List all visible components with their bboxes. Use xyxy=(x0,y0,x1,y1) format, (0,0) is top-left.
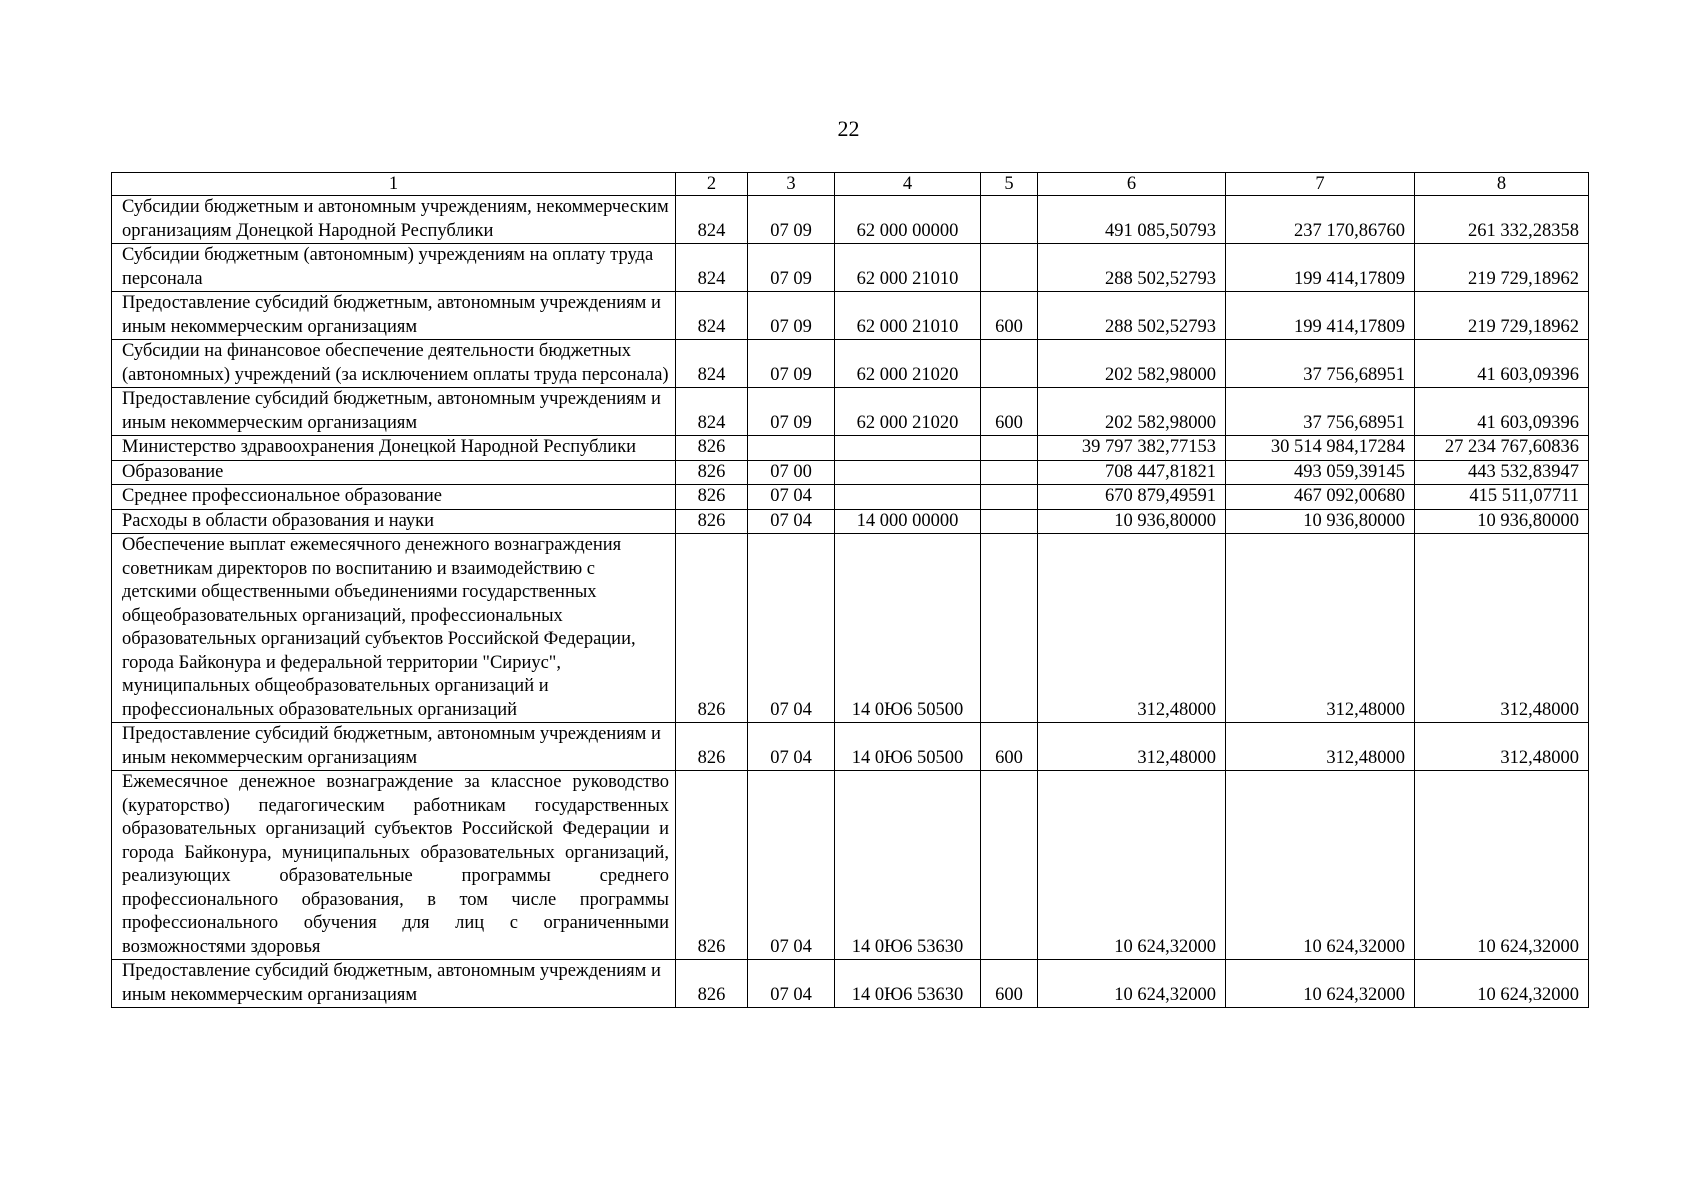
row-name: Ежемесячное денежное вознаграждение за классное руководство (кураторство) педагогическим работникам государственных образовательных организаций субъектов Российской Федерации и города Байконура, муниципальных образовательных организаций, реализующих образовательные программы среднего профессионального образования, в том числе программы профессионального обучения для лиц с ограниченными возможностями здоровья xyxy=(112,771,676,960)
column-header-7: 7 xyxy=(1226,173,1415,196)
row-value-6: 288 502,52793 xyxy=(1038,244,1226,292)
row-section: 07 04 xyxy=(748,723,835,771)
row-value-7: 10 936,80000 xyxy=(1226,509,1415,534)
row-name: Предоставление субсидий бюджетным, автономным учреждениям и иным некоммерческим организациям xyxy=(112,723,676,771)
row-code: 826 xyxy=(676,485,748,510)
row-value-8: 219 729,18962 xyxy=(1415,292,1589,340)
row-value-8: 415 511,07711 xyxy=(1415,485,1589,510)
row-name: Обеспечение выплат ежемесячного денежного вознаграждения советникам директоров по воспитанию и взаимодействию с детскими общественными объединениями государственных общеобразовательных организаций, профессиональных образовательных организаций субъектов Российской Федерации, города Байконура и федеральной территории "Сириус", муниципальных общеобразовательных организаций и профессиональных образовательных организаций xyxy=(112,534,676,723)
row-type xyxy=(981,460,1038,485)
row-code: 824 xyxy=(676,388,748,436)
row-value-6: 10 624,32000 xyxy=(1038,771,1226,960)
row-value-8: 312,48000 xyxy=(1415,723,1589,771)
row-value-8: 312,48000 xyxy=(1415,534,1589,723)
table-row xyxy=(112,244,1589,292)
row-value-8: 41 603,09396 xyxy=(1415,340,1589,388)
row-target: 62 000 21010 xyxy=(835,292,981,340)
row-type: 600 xyxy=(981,960,1038,1008)
row-code: 826 xyxy=(676,436,748,461)
row-name: Субсидии бюджетным и автономным учреждениям, некоммерческим организациям Донецкой Народной Республики xyxy=(112,196,676,244)
row-value-7: 30 514 984,17284 xyxy=(1226,436,1415,461)
row-value-6: 202 582,98000 xyxy=(1038,340,1226,388)
row-value-6: 10 936,80000 xyxy=(1038,509,1226,534)
row-value-8: 261 332,28358 xyxy=(1415,196,1589,244)
row-value-8: 10 936,80000 xyxy=(1415,509,1589,534)
row-target: 14 0Ю6 50500 xyxy=(835,534,981,723)
row-code: 824 xyxy=(676,292,748,340)
table-row xyxy=(112,723,1589,771)
row-code: 824 xyxy=(676,244,748,292)
row-name: Образование xyxy=(112,460,676,485)
row-value-6: 39 797 382,77153 xyxy=(1038,436,1226,461)
table-row xyxy=(112,292,1589,340)
table-row xyxy=(112,196,1589,244)
row-section: 07 04 xyxy=(748,960,835,1008)
row-target: 14 0Ю6 50500 xyxy=(835,723,981,771)
row-code: 826 xyxy=(676,771,748,960)
row-value-6: 202 582,98000 xyxy=(1038,388,1226,436)
row-code: 826 xyxy=(676,534,748,723)
row-section: 07 00 xyxy=(748,460,835,485)
row-target xyxy=(835,485,981,510)
row-value-7: 10 624,32000 xyxy=(1226,771,1415,960)
row-section: 07 09 xyxy=(748,196,835,244)
row-section: 07 09 xyxy=(748,292,835,340)
row-name: Министерство здравоохранения Донецкой Народной Республики xyxy=(112,436,676,461)
row-value-8: 27 234 767,60836 xyxy=(1415,436,1589,461)
row-value-8: 10 624,32000 xyxy=(1415,771,1589,960)
row-target: 14 0Ю6 53630 xyxy=(835,960,981,1008)
header-row xyxy=(112,173,1589,196)
row-target xyxy=(835,436,981,461)
row-name: Предоставление субсидий бюджетным, автономным учреждениям и иным некоммерческим организациям xyxy=(112,292,676,340)
table-row xyxy=(112,436,1589,461)
row-value-6: 312,48000 xyxy=(1038,534,1226,723)
column-header-1: 1 xyxy=(112,173,676,196)
page-number: 22 xyxy=(837,116,860,141)
table-row xyxy=(112,388,1589,436)
table-row xyxy=(112,509,1589,534)
row-type xyxy=(981,244,1038,292)
row-value-7: 37 756,68951 xyxy=(1226,340,1415,388)
table-row xyxy=(112,485,1589,510)
row-value-7: 199 414,17809 xyxy=(1226,244,1415,292)
row-section: 07 04 xyxy=(748,771,835,960)
row-section: 07 09 xyxy=(748,340,835,388)
row-section: 07 09 xyxy=(748,388,835,436)
row-type: 600 xyxy=(981,723,1038,771)
column-header-8: 8 xyxy=(1415,173,1589,196)
row-type xyxy=(981,436,1038,461)
row-target: 62 000 21010 xyxy=(835,244,981,292)
row-section: 07 04 xyxy=(748,509,835,534)
row-target: 14 000 00000 xyxy=(835,509,981,534)
budget-table xyxy=(111,172,1589,1008)
row-value-7: 37 756,68951 xyxy=(1226,388,1415,436)
row-type: 600 xyxy=(981,388,1038,436)
row-type xyxy=(981,340,1038,388)
row-section: 07 04 xyxy=(748,534,835,723)
row-name: Среднее профессиональное образование xyxy=(112,485,676,510)
row-type xyxy=(981,534,1038,723)
row-type: 600 xyxy=(981,292,1038,340)
row-type xyxy=(981,196,1038,244)
row-name: Субсидии на финансовое обеспечение деятельности бюджетных (автономных) учреждений (за исключением оплаты труда персонала) xyxy=(112,340,676,388)
column-header-3: 3 xyxy=(748,173,835,196)
row-section xyxy=(748,436,835,461)
row-section: 07 04 xyxy=(748,485,835,510)
row-value-7: 493 059,39145 xyxy=(1226,460,1415,485)
row-code: 826 xyxy=(676,460,748,485)
column-header-6: 6 xyxy=(1038,173,1226,196)
row-value-7: 312,48000 xyxy=(1226,723,1415,771)
row-code: 826 xyxy=(676,723,748,771)
row-value-7: 467 092,00680 xyxy=(1226,485,1415,510)
row-code: 824 xyxy=(676,196,748,244)
row-target: 62 000 00000 xyxy=(835,196,981,244)
row-value-6: 491 085,50793 xyxy=(1038,196,1226,244)
row-value-7: 312,48000 xyxy=(1226,534,1415,723)
row-name: Предоставление субсидий бюджетным, автономным учреждениям и иным некоммерческим организациям xyxy=(112,388,676,436)
row-value-8: 41 603,09396 xyxy=(1415,388,1589,436)
row-target: 62 000 21020 xyxy=(835,340,981,388)
table-row xyxy=(112,960,1589,1008)
row-name: Расходы в области образования и науки xyxy=(112,509,676,534)
row-type xyxy=(981,485,1038,510)
row-value-6: 708 447,81821 xyxy=(1038,460,1226,485)
column-header-5: 5 xyxy=(981,173,1038,196)
row-target: 14 0Ю6 53630 xyxy=(835,771,981,960)
row-section: 07 09 xyxy=(748,244,835,292)
row-value-7: 237 170,86760 xyxy=(1226,196,1415,244)
row-value-7: 199 414,17809 xyxy=(1226,292,1415,340)
column-header-2: 2 xyxy=(676,173,748,196)
row-value-8: 219 729,18962 xyxy=(1415,244,1589,292)
row-value-6: 10 624,32000 xyxy=(1038,960,1226,1008)
row-type xyxy=(981,771,1038,960)
row-value-6: 312,48000 xyxy=(1038,723,1226,771)
row-value-8: 443 532,83947 xyxy=(1415,460,1589,485)
row-value-6: 670 879,49591 xyxy=(1038,485,1226,510)
table-row xyxy=(112,534,1589,723)
row-target: 62 000 21020 xyxy=(835,388,981,436)
row-value-6: 288 502,52793 xyxy=(1038,292,1226,340)
column-header-4: 4 xyxy=(835,173,981,196)
row-code: 824 xyxy=(676,340,748,388)
table-row xyxy=(112,771,1589,960)
row-code: 826 xyxy=(676,509,748,534)
table-row xyxy=(112,340,1589,388)
row-code: 826 xyxy=(676,960,748,1008)
row-type xyxy=(981,509,1038,534)
row-name: Субсидии бюджетным (автономным) учреждениям на оплату труда персонала xyxy=(112,244,676,292)
row-name: Предоставление субсидий бюджетным, автономным учреждениям и иным некоммерческим организациям xyxy=(112,960,676,1008)
row-value-7: 10 624,32000 xyxy=(1226,960,1415,1008)
row-target xyxy=(835,460,981,485)
row-value-8: 10 624,32000 xyxy=(1415,960,1589,1008)
table-row xyxy=(112,460,1589,485)
